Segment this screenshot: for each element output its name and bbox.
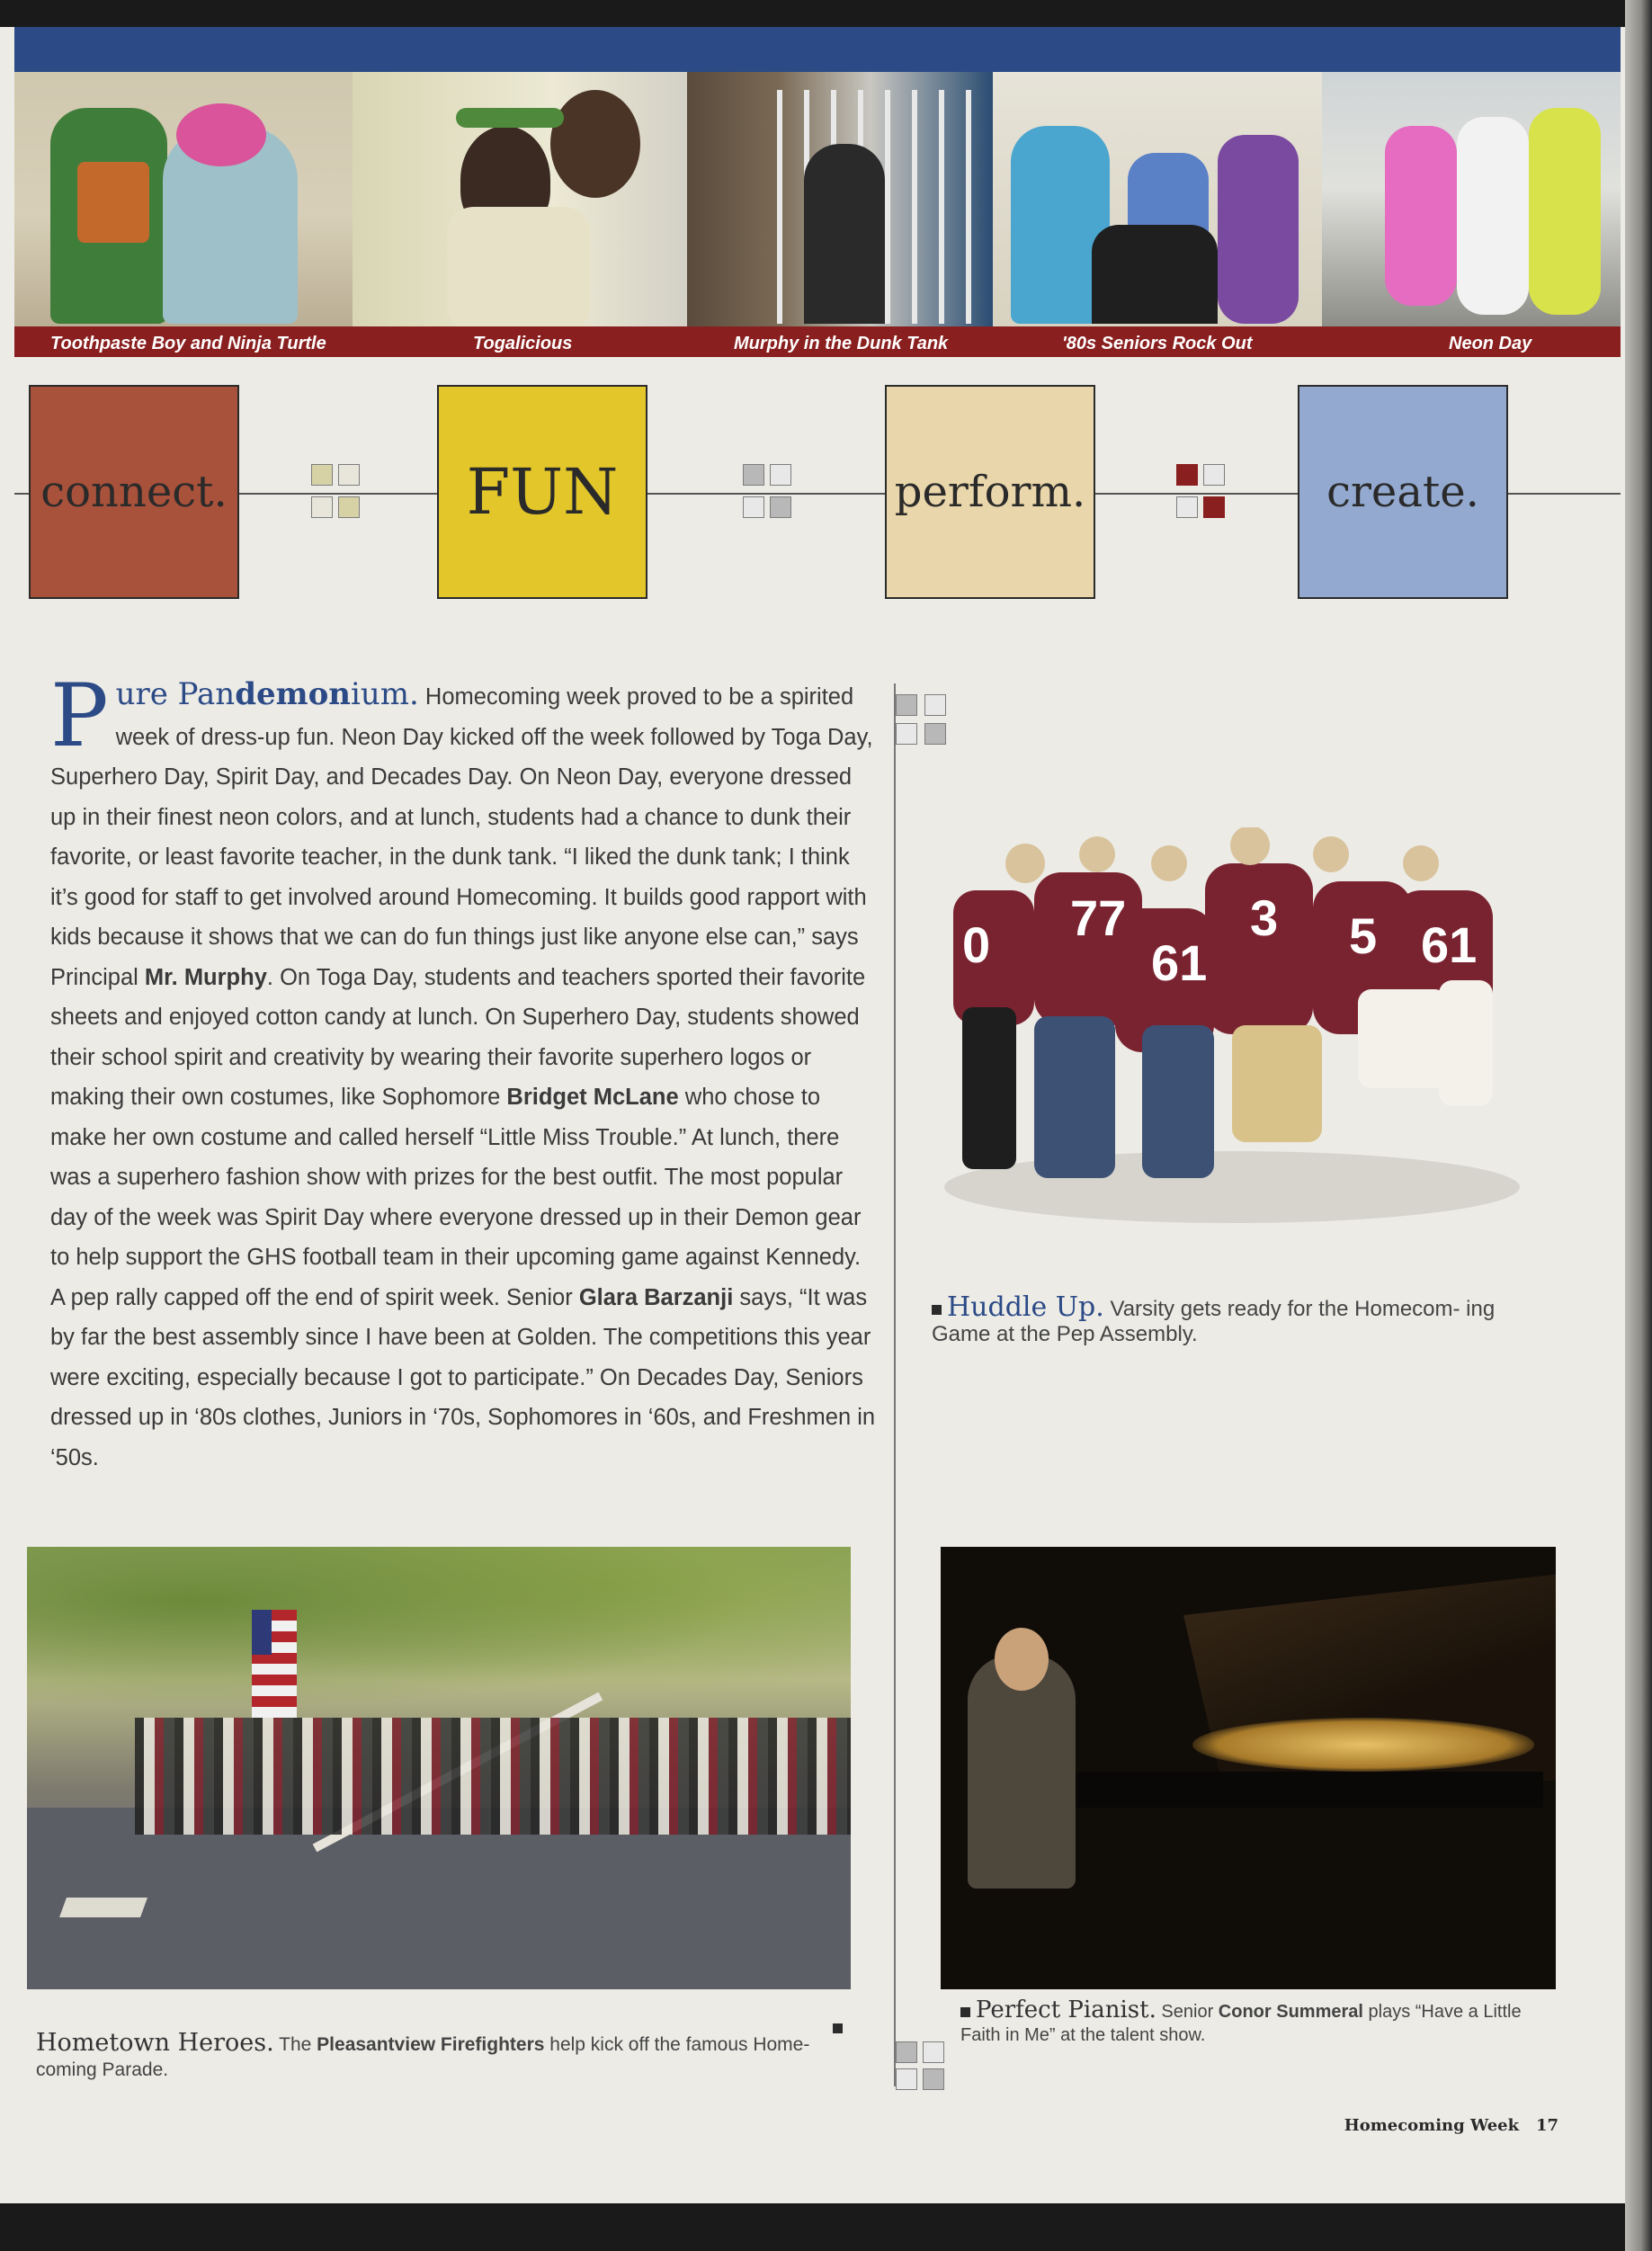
page-binding-edge [1625,0,1652,2251]
caption-hometown-heroes: Hometown Heroes. The Pleasantview Firefighters help kick off the famous Home- coming Parade. [36,2029,810,2080]
photo-strip [14,72,1621,330]
footer-section: Homecoming Week [1344,2116,1520,2135]
caption-togalicious: Togalicious [473,334,573,353]
jersey-number: 3 [1250,889,1279,946]
photo-perfect-pianist [941,1547,1556,1989]
column-divider [894,683,896,2086]
box-perform: perform. [885,385,1095,599]
bullet-icon [833,2023,843,2033]
box-fun: FUN [437,385,647,599]
box-connect: connect. [29,385,239,599]
photo-dunk-tank [687,72,993,330]
jersey-number: 0 [962,916,991,973]
name-pleasantview-firefighters: Pleasantview Firefighters [317,2034,545,2055]
caption-toothpaste-boy: Toothpaste Boy and Ninja Turtle [50,334,326,353]
caption-80s-seniors: '80s Seniors Rock Out [1062,334,1253,353]
photo-parade [27,1547,851,1989]
name-bridget-mclane: Bridget McLane [506,1085,679,1110]
jersey-number: 61 [1151,934,1208,991]
photo-toothpaste-boy-ninja-turtle [14,72,353,330]
photo-togalicious [353,72,687,330]
box-create: create. [1298,385,1508,599]
photo-80s-seniors [993,72,1322,330]
story-dropcap: P [50,665,109,766]
jersey-number: 61 [1421,916,1478,973]
page-footer [1344,2116,1558,2135]
name-mr-murphy: Mr. Murphy [144,964,267,990]
caption-perfect-pianist: Perfect Pianist. Senior Conor Summeral plays “Have a Little Faith in Me” at the talent show. [960,1996,1522,2045]
jersey-number: 77 [1070,889,1127,946]
bullet-icon [960,2007,970,2017]
page-number: 17 [1535,2116,1558,2135]
story-lead: ure Pandemonium. [115,676,419,712]
top-color-band [14,27,1621,72]
caption-dunk-tank: Murphy in the Dunk Tank [734,334,949,353]
name-glara-barzanji: Glara Barzanji [578,1284,734,1310]
photo-neon-day [1322,72,1621,330]
bullet-icon [932,1305,942,1315]
caption-huddle-up: Huddle Up. Varsity gets ready for the Homecom- ing Game at the Pep Assembly. [932,1291,1496,1346]
caption-neon-day: Neon Day [1449,334,1532,353]
photo-caption-bar [14,326,1621,357]
jersey-number: 5 [1349,907,1378,964]
story-body: Pure Pandemonium. Homecoming week proved to be a spirited week of dress-up fun. Neon Day kicked off the week followed by Toga Day, Superhero Day, Spirit Day, and Decades Day. On Neon Day, everyone dressed up in their finest neon colors, and at lunch, students had a chance to dunk their favorite, or least favorite teacher, in the dunk tank. “I liked the dunk tank; I think it’s good for staff to get involved around Homecoming. It builds good rapport with kids because it shows that we can do fun things just like anyone else can,” says Principal Mr. Murphy. On Toga Day, students and teachers sported their favorite sheets and enjoyed cotton candy at lunch. On Superhero Day, students showed their school spirit and creativity by wearing their favorite superhero logos or making their own costumes, like Sophomore Bridget McLane who chose to make her own costume and called herself “Little Miss Trouble.” At lunch, there was a superhero fashion show with prizes for the best outfit. The most popular day of the week was Spirit Day where everyone dressed up in their Demon gear to help support the GHS football team in their upcoming game against Kennedy. A pep rally capped off the end of spirit week. Senior Glara Barzanji says, “It was by far the best assembly since I have been at Golden. The competitions this year were exciting, especially because I got to participate.” On Decades Day, Seniors dressed up in ‘80s clothes, Juniors in ‘70s, Sophomores in ‘60s, and Freshmen in ‘50s. [50,665,876,1470]
photo-huddle-up [935,827,1529,1250]
name-conor-summeral: Conor Summeral [1218,2002,1363,2022]
